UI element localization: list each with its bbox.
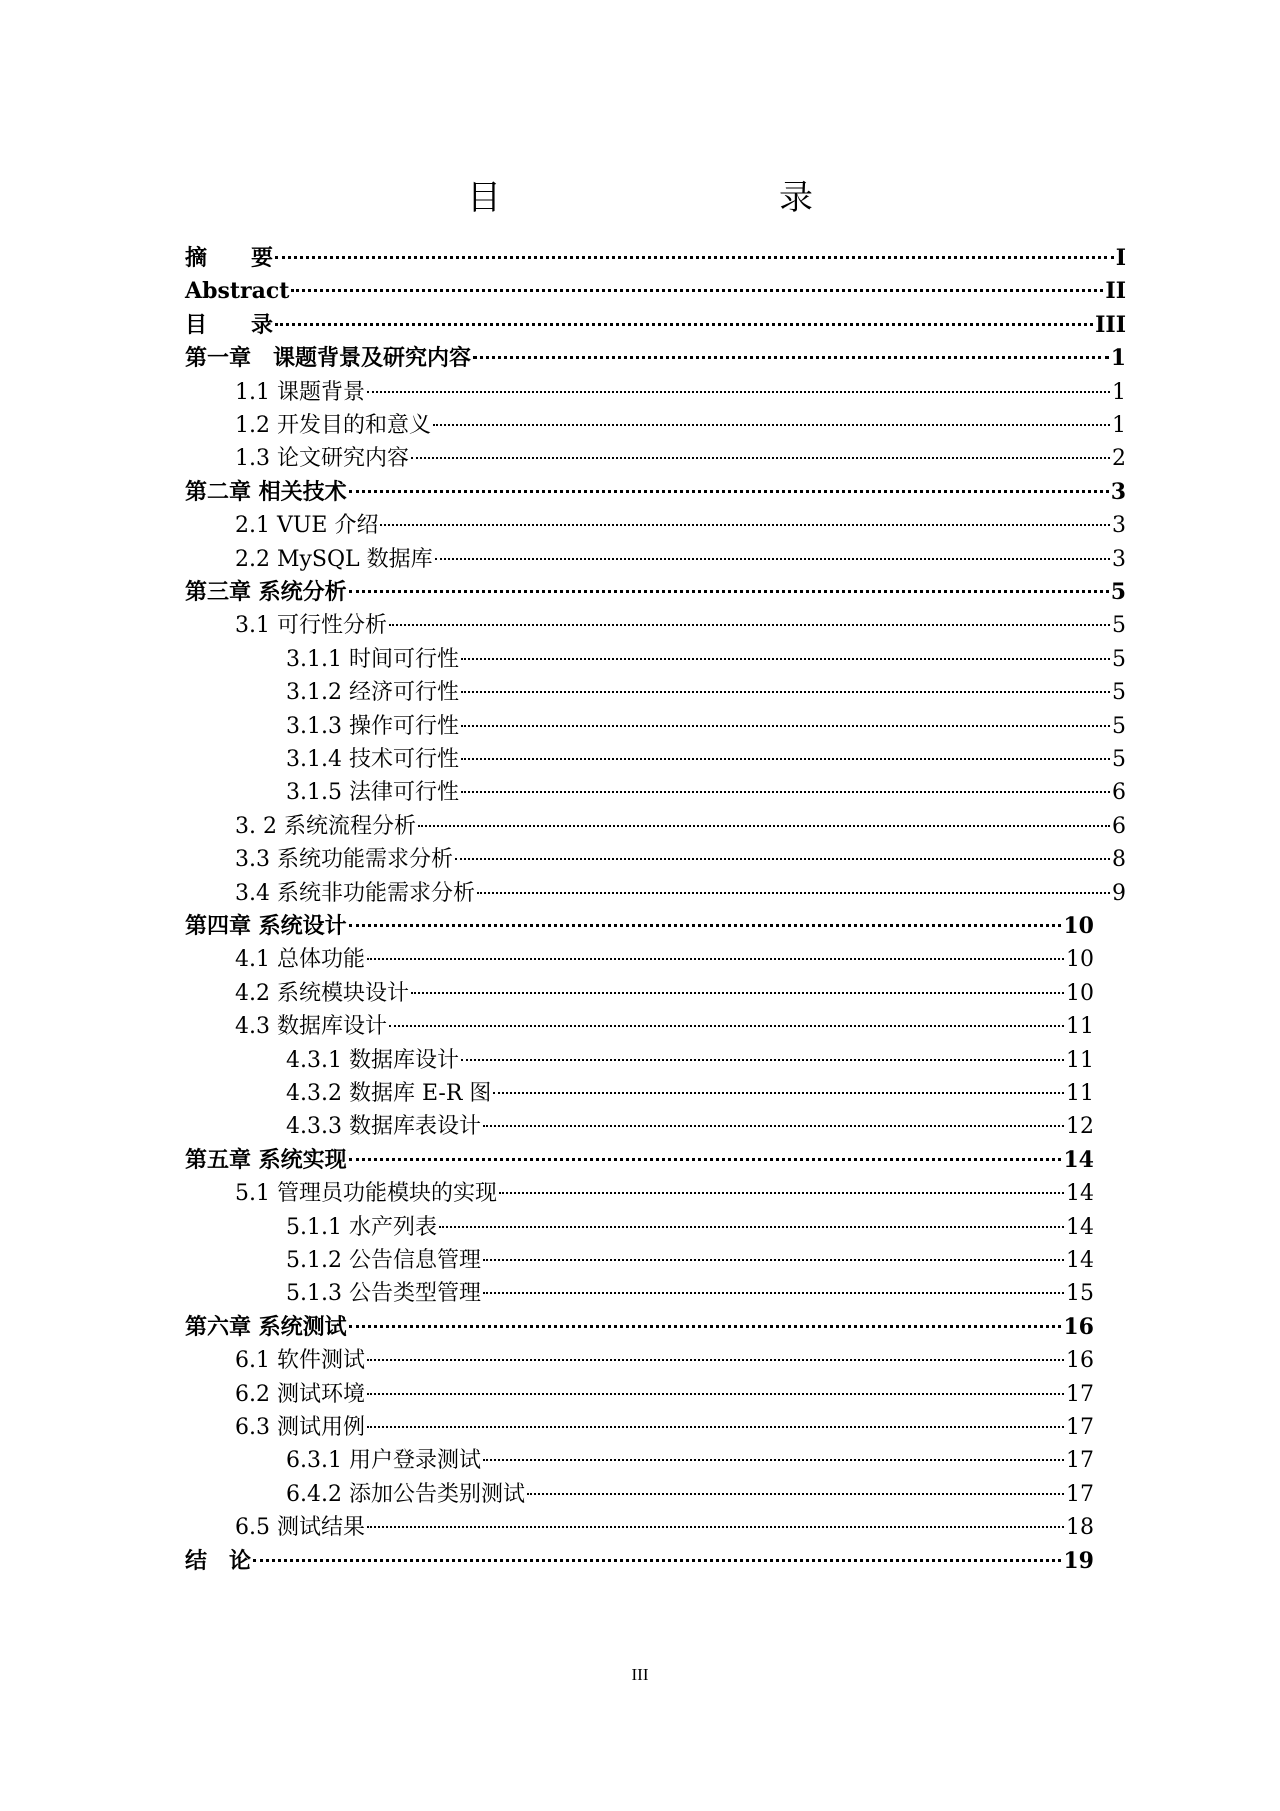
toc-entry (286, 676, 1126, 709)
toc-entry-page-number: I (1115, 245, 1126, 271)
toc-entry (286, 1077, 1094, 1110)
toc-dot-leader (483, 1259, 1064, 1261)
toc-entry (286, 1244, 1094, 1277)
toc-entry-page-number: 14 (1066, 1181, 1094, 1207)
toc-entry-label: 4.2 系统模块设计 (235, 980, 409, 1006)
toc-entry-label: Abstract (185, 278, 290, 305)
toc-entry-page-number: 5 (1112, 680, 1126, 706)
toc-entry-label: 5.1 管理员功能模块的实现 (235, 1181, 497, 1207)
toc-entry (235, 1411, 1094, 1444)
toc-entry-page-number: 14 (1066, 1248, 1094, 1273)
toc-entry (286, 643, 1126, 676)
toc-entry-page-number: 3 (1112, 546, 1126, 572)
toc-entry-label: 1.2 开发目的和意义 (235, 413, 431, 438)
toc-entry-page-number: 3 (1112, 513, 1126, 539)
toc-entry-page-number: 17 (1066, 1415, 1094, 1440)
toc-dot-leader (411, 457, 1110, 459)
toc-entry (235, 609, 1126, 642)
toc-entry-label: 6.2 测试环境 (235, 1381, 365, 1407)
toc-entry (185, 910, 1094, 943)
toc-dot-leader (493, 1092, 1064, 1094)
toc-entry-page-number: III (1095, 311, 1126, 338)
toc-entry-label: 6.1 软件测试 (235, 1348, 365, 1374)
toc-dot-leader (367, 1393, 1064, 1395)
toc-entry (185, 242, 1126, 275)
toc-entry (185, 576, 1126, 609)
toc-entry-label: 3.1.3 操作可行性 (286, 713, 459, 739)
toc-entry-page-number: 10 (1066, 980, 1094, 1006)
toc-entry (286, 743, 1126, 776)
toc-entry-page-number: 14 (1066, 1214, 1094, 1240)
toc-entry (235, 843, 1126, 876)
toc-entry-page-number: 19 (1063, 1547, 1094, 1574)
toc-entry-page-number: 14 (1063, 1146, 1094, 1173)
toc-entry (235, 376, 1126, 409)
toc-entry (286, 710, 1126, 743)
toc-entry-page-number: 6 (1112, 813, 1126, 839)
toc-entry-label: 4.3.3 数据库表设计 (286, 1114, 481, 1140)
toc-entry (185, 1545, 1094, 1578)
toc-entry-label: 6.5 测试结果 (235, 1515, 365, 1541)
toc-dot-leader (275, 256, 1114, 259)
toc-dot-leader (461, 691, 1110, 693)
toc-dot-leader (527, 1493, 1064, 1495)
toc-entry (235, 509, 1126, 542)
toc-dot-leader (367, 1359, 1064, 1361)
toc-dot-leader (380, 524, 1110, 526)
toc-entry-label: 第四章 系统设计 (185, 913, 347, 939)
toc-entry-label: 2.2 MySQL 数据库 (235, 546, 433, 572)
toc-entry-label: 结 论 (185, 1547, 252, 1574)
toc-entry-label: 摘 要 (185, 245, 274, 271)
toc-entry-page-number: 6 (1112, 780, 1126, 806)
toc-entry-label: 3.1.4 技术可行性 (286, 747, 459, 772)
toc-entry-page-number: 8 (1112, 847, 1126, 873)
toc-entry-label: 第五章 系统实现 (185, 1146, 347, 1173)
toc-dot-leader (349, 590, 1109, 593)
toc-entry (286, 1044, 1094, 1077)
toc-dot-leader (389, 1025, 1064, 1027)
toc-entry-page-number: 12 (1066, 1114, 1094, 1140)
toc-entry (185, 1144, 1094, 1177)
toc-entry-page-number: 5 (1112, 646, 1126, 672)
toc-entry (185, 309, 1126, 342)
toc-entry-page-number: 10 (1066, 947, 1094, 973)
toc-entry-label: 第二章 相关技术 (185, 478, 347, 505)
toc-entry-page-number: 16 (1063, 1313, 1094, 1340)
toc-entry (235, 943, 1094, 976)
toc-entry-page-number: 11 (1066, 1014, 1094, 1040)
toc-entry-label: 3.1.1 时间可行性 (286, 646, 459, 672)
toc-entry-page-number: 17 (1066, 1381, 1094, 1407)
toc-entry-page-number: 18 (1066, 1515, 1094, 1541)
toc-entry-label: 3.1.2 经济可行性 (286, 680, 459, 706)
toc-entry-label: 6.3 测试用例 (235, 1415, 365, 1440)
toc-entry-label: 5.1.1 水产列表 (286, 1214, 437, 1240)
toc-entry (286, 1277, 1094, 1310)
toc-dot-leader (389, 624, 1110, 626)
page-number-footer: III (631, 1665, 649, 1684)
toc-entry-label: 2.1 VUE 介绍 (235, 513, 379, 539)
toc-entry-label: 3.1 可行性分析 (235, 613, 387, 639)
toc-dot-leader (349, 1158, 1062, 1161)
toc-entry (235, 810, 1126, 843)
toc-entry-label: 3.4 系统非功能需求分析 (235, 880, 475, 906)
toc-entry (235, 1010, 1094, 1043)
toc-dot-leader (483, 1459, 1064, 1461)
toc-entry-page-number: 5 (1112, 747, 1126, 772)
toc-entry-page-number: 10 (1063, 913, 1094, 939)
toc-entry-label: 目 录 (185, 311, 274, 338)
toc-dot-leader (275, 323, 1093, 326)
toc-entry-page-number: 15 (1066, 1281, 1094, 1307)
toc-dot-leader (411, 992, 1064, 994)
toc-dot-leader (433, 424, 1110, 426)
toc-entry (286, 1211, 1094, 1244)
toc-dot-leader (367, 391, 1110, 393)
toc-dot-leader (349, 490, 1109, 493)
toc-entry-label: 1.3 论文研究内容 (235, 446, 409, 472)
toc-entry (235, 1177, 1094, 1210)
toc-entry-page-number: 3 (1110, 478, 1126, 505)
toc-entry (235, 1378, 1094, 1411)
toc-entry-label: 5.1.2 公告信息管理 (286, 1248, 481, 1273)
toc-entry (185, 342, 1126, 375)
toc-dot-leader (473, 356, 1109, 359)
toc-entry (235, 977, 1094, 1010)
toc-entry-label: 3.1.5 法律可行性 (286, 780, 459, 806)
toc-entry-label: 3.3 系统功能需求分析 (235, 847, 453, 873)
toc-dot-leader (367, 958, 1064, 960)
toc-entry-page-number: 11 (1066, 1081, 1094, 1106)
toc-dot-leader (418, 825, 1110, 827)
toc-entry-label: 3. 2 系统流程分析 (235, 813, 416, 839)
toc-dot-leader (349, 924, 1062, 927)
toc-entry (235, 442, 1126, 475)
toc-dot-leader (367, 1426, 1064, 1428)
toc-dot-leader (435, 558, 1110, 560)
toc-entry-page-number: 17 (1066, 1481, 1094, 1507)
toc-entry-page-number: 5 (1110, 579, 1126, 605)
toc-entry-label: 4.3.1 数据库设计 (286, 1047, 459, 1073)
toc-dot-leader (483, 1125, 1064, 1127)
toc-dot-leader (367, 1526, 1064, 1528)
toc-dot-leader (499, 1192, 1064, 1194)
toc-entry (235, 543, 1126, 576)
toc-entry (286, 776, 1126, 809)
toc-entry-label: 第六章 系统测试 (185, 1313, 347, 1340)
toc-entry-page-number: 1 (1112, 379, 1126, 405)
toc-dot-leader (461, 725, 1110, 727)
toc-entry-page-number: 1 (1110, 345, 1126, 372)
toc-entry-page-number: 5 (1112, 713, 1126, 739)
toc-entry-label: 6.3.1 用户登录测试 (286, 1448, 481, 1474)
toc-entry (185, 1311, 1094, 1344)
toc-entry-page-number: 1 (1112, 413, 1126, 438)
toc-entry-label: 5.1.3 公告类型管理 (286, 1281, 481, 1307)
page-title: 目 录 (467, 178, 883, 218)
toc-entry (235, 1344, 1094, 1377)
toc-entry-page-number: 16 (1066, 1348, 1094, 1374)
toc-entry (185, 275, 1126, 308)
toc-entry (235, 877, 1126, 910)
toc-entry (286, 1444, 1094, 1477)
toc-entry (235, 1511, 1094, 1544)
toc-entry-label: 6.4.2 添加公告类别测试 (286, 1481, 525, 1507)
toc-dot-leader (461, 791, 1110, 793)
toc-entry-page-number: 9 (1112, 880, 1126, 906)
toc-dot-leader (461, 1059, 1064, 1061)
toc-entry-label: 4.3.2 数据库 E-R 图 (286, 1081, 492, 1106)
toc-dot-leader (477, 892, 1110, 894)
toc-entry-page-number: II (1105, 278, 1126, 305)
toc-entry (286, 1478, 1094, 1511)
toc-dot-leader (291, 289, 1103, 292)
toc-dot-leader (461, 658, 1110, 660)
toc-entry (235, 409, 1126, 442)
toc-entry-page-number: 2 (1112, 446, 1126, 472)
toc-entry-label: 4.3 数据库设计 (235, 1014, 387, 1040)
toc-dot-leader (349, 1325, 1062, 1328)
toc-dot-leader (253, 1559, 1061, 1562)
toc-dot-leader (461, 758, 1110, 760)
toc-entry-page-number: 11 (1066, 1047, 1094, 1073)
toc-entry-page-number: 5 (1112, 613, 1126, 639)
toc-entry-label: 第三章 系统分析 (185, 579, 347, 605)
toc-entry-page-number: 17 (1066, 1448, 1094, 1474)
toc-entry (286, 1110, 1094, 1143)
toc-entry-label: 4.1 总体功能 (235, 947, 365, 973)
toc-entry (185, 476, 1126, 509)
toc-entry-label: 第一章 课题背景及研究内容 (185, 345, 472, 372)
toc-entry-label: 1.1 课题背景 (235, 379, 365, 405)
toc-dot-leader (483, 1292, 1064, 1294)
toc-dot-leader (439, 1226, 1064, 1228)
toc-dot-leader (455, 858, 1110, 860)
